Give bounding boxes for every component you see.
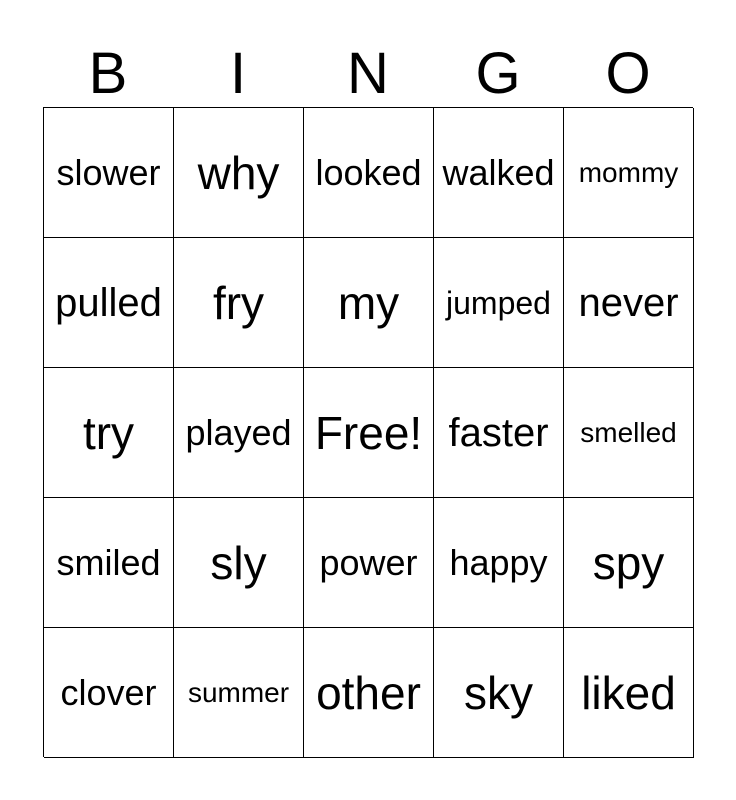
- bingo-cell-r1-c2[interactable]: [174, 108, 304, 238]
- cell-word: faster: [448, 410, 549, 455]
- bingo-header: [43, 40, 693, 106]
- cell-word: fry: [212, 276, 265, 329]
- cell-word: smelled: [580, 416, 677, 448]
- header-letter-g: G: [475, 41, 521, 106]
- bingo-cell-r4-c4[interactable]: [434, 498, 564, 628]
- cell-word: sky: [464, 666, 533, 719]
- cell-word: liked: [581, 666, 676, 719]
- cell-word: try: [82, 406, 135, 459]
- cell-word: jumped: [446, 284, 551, 321]
- cell-word: never: [578, 280, 679, 325]
- cell-word: power: [319, 541, 418, 583]
- header-letter-o: O: [605, 41, 651, 106]
- free-space-label: Free!: [314, 406, 423, 459]
- bingo-cell-r3-c2[interactable]: [174, 368, 304, 498]
- header-letter-b: B: [88, 41, 128, 106]
- cell-word: looked: [315, 151, 422, 193]
- bingo-grid: [43, 107, 693, 757]
- cell-word: walked: [442, 151, 555, 193]
- cell-word: my: [337, 276, 400, 329]
- bingo-cell-r5-c2[interactable]: [174, 628, 304, 758]
- cell-word: smiled: [56, 541, 161, 583]
- bingo-cell-r4-c1[interactable]: [44, 498, 174, 628]
- bingo-cell-r2-c2[interactable]: [174, 238, 304, 368]
- bingo-cell-r2-c3[interactable]: [304, 238, 434, 368]
- cell-word: sly: [210, 536, 267, 589]
- bingo-cell-r4-c5[interactable]: [564, 498, 694, 628]
- cell-word: clover: [60, 671, 157, 713]
- cell-word: other: [316, 666, 421, 719]
- bingo-cell-r2-c5[interactable]: [564, 238, 694, 368]
- header-letter-i: I: [229, 41, 247, 106]
- bingo-cell-r5-c1[interactable]: [44, 628, 174, 758]
- cell-word: spy: [592, 536, 665, 589]
- bingo-cell-r2-c1[interactable]: [44, 238, 174, 368]
- bingo-cell-r1-c5[interactable]: [564, 108, 694, 238]
- bingo-cell-r5-c3[interactable]: [304, 628, 434, 758]
- cell-word: mommy: [578, 156, 679, 188]
- bingo-cell-r1-c4[interactable]: [434, 108, 564, 238]
- cell-word: pulled: [55, 280, 162, 325]
- bingo-cell-r4-c3[interactable]: [304, 498, 434, 628]
- cell-word: why: [197, 146, 280, 199]
- cell-word: happy: [449, 541, 548, 583]
- bingo-cell-r4-c2[interactable]: [174, 498, 304, 628]
- bingo-cell-r5-c4[interactable]: [434, 628, 564, 758]
- bingo-cell-r3-c1[interactable]: [44, 368, 174, 498]
- bingo-cell-r2-c4[interactable]: [434, 238, 564, 368]
- bingo-cell-r3-c5[interactable]: [564, 368, 694, 498]
- bingo-cell-r1-c3[interactable]: [304, 108, 434, 238]
- free-space-cell[interactable]: [304, 368, 434, 498]
- bingo-cell-r1-c1[interactable]: [44, 108, 174, 238]
- bingo-cell-r5-c5[interactable]: [564, 628, 694, 758]
- header-letter-n: N: [347, 41, 389, 106]
- cell-word: played: [185, 411, 292, 453]
- bingo-cell-r3-c4[interactable]: [434, 368, 564, 498]
- cell-word: summer: [187, 676, 290, 708]
- cell-word: slower: [56, 151, 161, 193]
